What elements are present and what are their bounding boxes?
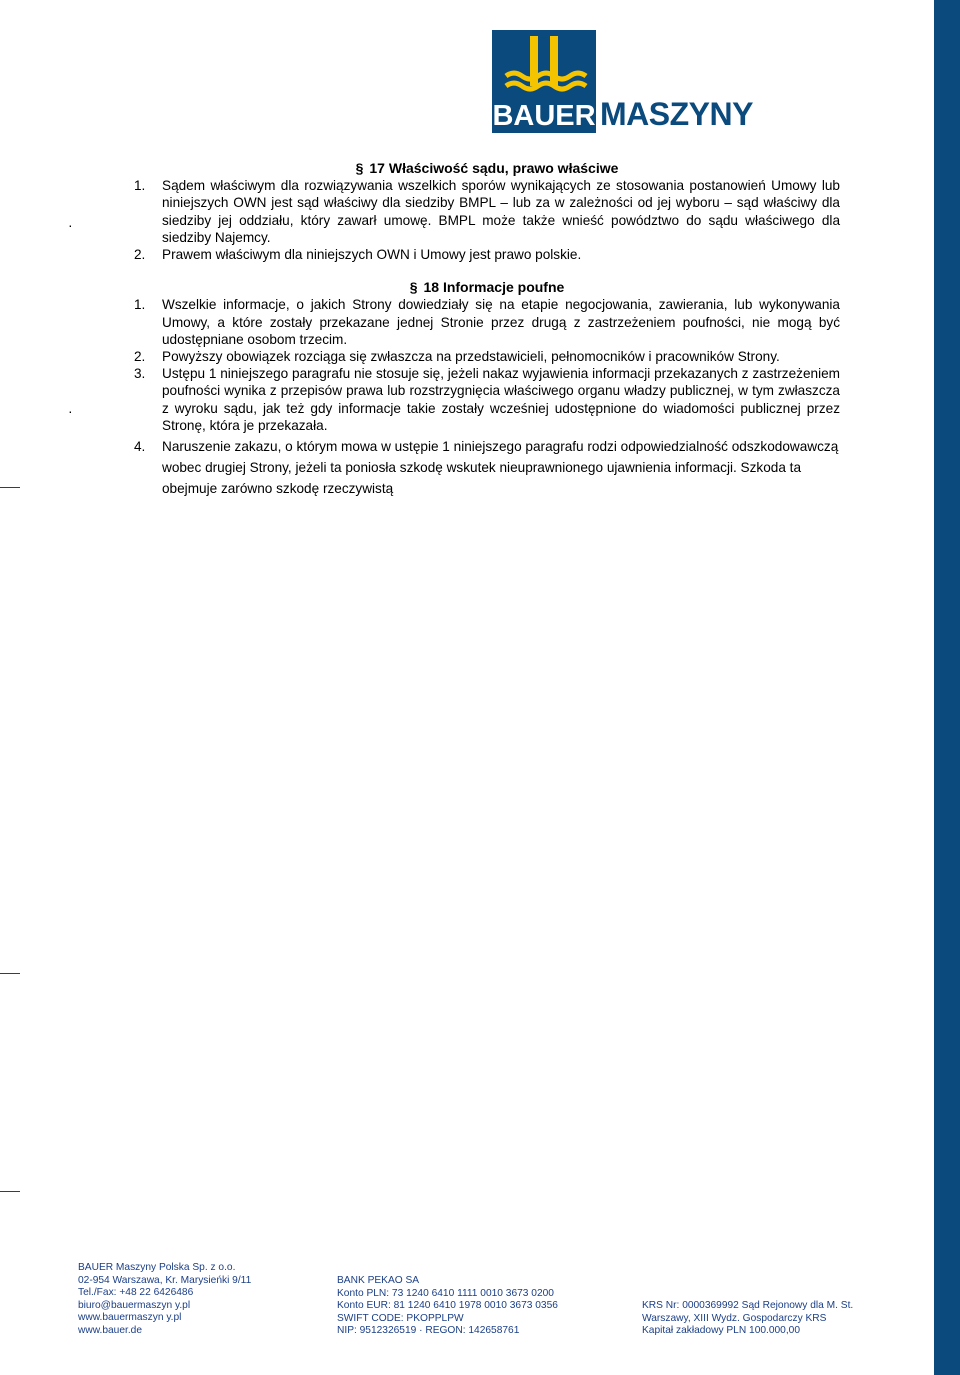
item-text: Naruszenie zakazu, o którym mowa w ustępie 1 niniejszego paragrafu rodzi odpowiedzialność odszkodowawczą wobec drugiej Strony, jeżeli ta poniosła szkodę wskutek nieuprawnionego ujawnienia informacji. Szkoda ta obejmuje zarówno szkodę rzeczywistą	[162, 439, 839, 497]
footer-line: Konto EUR: 81 1240 6410 1978 0010 3673 0356	[337, 1300, 558, 1312]
list-item	[134, 365, 840, 434]
list-item	[134, 177, 840, 246]
section-17-title: 17 Właściwość sądu, prawo właściwe	[369, 160, 619, 176]
footer-line: NIP: 9512326519 · REGON: 142658761	[337, 1325, 520, 1337]
footer-line: SWIFT CODE: PKOPPLPW	[337, 1312, 464, 1324]
footer-line: Tel./Fax: +48 22 6426486	[78, 1287, 194, 1299]
footer-email: biuro@bauermaszyn y.pl	[78, 1299, 191, 1311]
item-text: Prawem właściwym dla niniejszych OWN i Umowy jest prawo polskie.	[162, 247, 582, 263]
document-body	[134, 160, 840, 499]
list-item	[134, 348, 840, 365]
footer-website: www.bauer.de	[78, 1324, 142, 1336]
footer-line: 02-954 Warszawa, Kr. Marysieńki 9/11	[78, 1274, 252, 1286]
list-item	[134, 436, 840, 499]
item-text: Sądem właściwym dla rozwiązywania wszelkich sporów wynikających ze stosowania postanowień Umowy lub niniejszych OWN jest sąd właściwy dla siedziby BMPL – lub za w zależności od jej wyboru – sąd właściwy dla siedziby jej oddziału, który zawarł umowę. BMPL może także wnieść powództwo do sądu właściwego dla siedziby Najemcy.	[162, 178, 840, 245]
bauer-maszyny-logo	[492, 30, 753, 135]
item-number: 1.	[134, 178, 146, 194]
logo-word-bauer: BAUER	[492, 100, 596, 132]
logo-word-maszyny: MASZYNY	[600, 96, 753, 132]
footer-line: BANK PEKAO SA	[337, 1275, 420, 1286]
list-item	[134, 246, 840, 263]
footer-company-info	[78, 1262, 251, 1338]
section-18-heading	[134, 279, 840, 296]
item-text: Powyższy obowiązek rozciąga się zwłaszcza na przedstawicieli, pełnomocników i pracowników Strony.	[162, 349, 780, 365]
logo-pile-icon	[492, 30, 596, 133]
section-symbol: §	[409, 279, 418, 296]
footer-line: Konto PLN: 73 1240 6410 1111 0010 3673 0200	[337, 1287, 554, 1299]
footer-registry-info	[642, 1300, 853, 1338]
footer-line: KRS Nr: 0000369992 Sąd Rejonowy dla M. St.	[642, 1300, 854, 1311]
footer-line: Kapitał zakładowy PLN 100.000,00	[642, 1325, 801, 1337]
margin-dot: ·	[68, 217, 73, 233]
footer-line: BAUER Maszyny Polska Sp. z o.o.	[78, 1262, 236, 1273]
footer-bank-info	[337, 1275, 558, 1338]
margin-fold-mark	[0, 973, 20, 974]
list-item	[134, 296, 840, 348]
right-edge-bar	[934, 0, 960, 1375]
margin-fold-mark	[0, 487, 20, 488]
item-number: 1.	[134, 297, 146, 313]
margin-fold-mark	[0, 1191, 20, 1192]
margin-dot: ·	[68, 403, 73, 419]
footer-line: Warszawy, XIII Wydz. Gospodarczy KRS	[642, 1312, 827, 1324]
footer-website: www.bauermaszyn y.pl	[78, 1312, 182, 1324]
item-number: 3.	[134, 366, 146, 382]
logo-mark	[492, 30, 596, 133]
section-17-heading	[134, 160, 840, 177]
section-17-list	[134, 177, 840, 263]
item-text: Wszelkie informacje, o jakich Strony dowiedziały się na etapie negocjowania, zawierania, lub wykonywania Umowy, a które zostały przekazane jednej Stronie przez drugą z zastrzeżeniem poufności, nie mogą być udostępniane osobom trzecim.	[162, 297, 840, 347]
section-symbol: §	[355, 160, 364, 176]
item-text: Ustępu 1 niniejszego paragrafu nie stosuje się, jeżeli nakaz wyjawienia informacji przekazanych z zastrzeżeniem poufności wynika z przepisów prawa lub rozstrzygnięcia właściwego organu władzy publicznej, w tym zwłaszcza z wyroku sądu, jak też gdy informacje takie zostały wcześniej udostępnione do wiadomości publicznej przez Stronę, która je przekazała.	[162, 366, 840, 433]
item-number: 4.	[134, 439, 146, 455]
section-18-title: 18 Informacje poufne	[423, 279, 565, 296]
section-18-list	[134, 296, 840, 499]
item-number: 2.	[134, 247, 146, 263]
item-number: 2.	[134, 349, 146, 365]
